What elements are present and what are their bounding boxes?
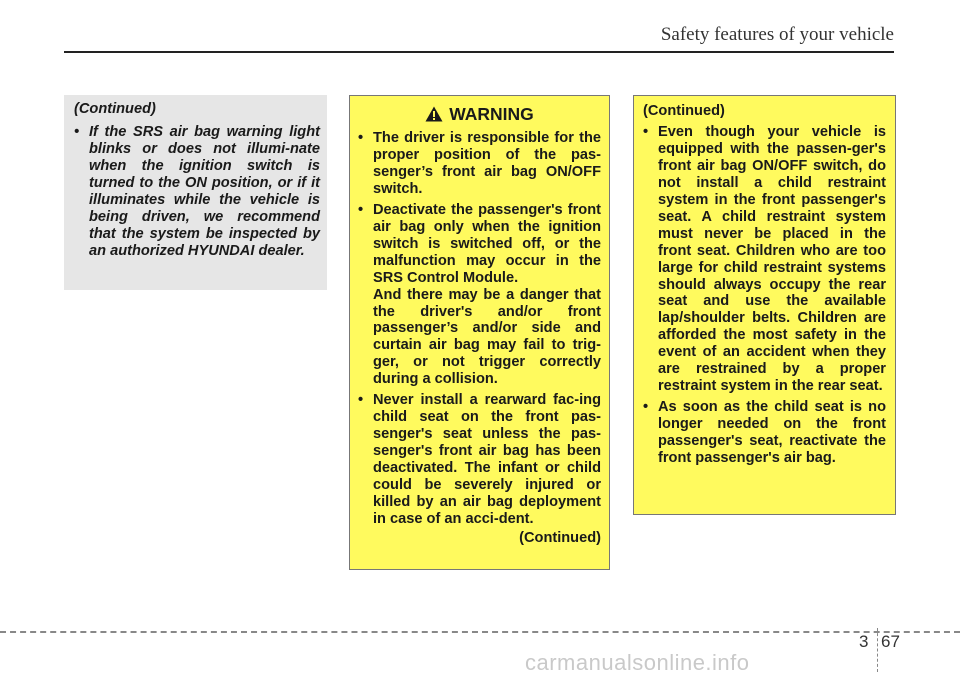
continued-list [643,124,886,467]
warning-title: WARNING [449,104,534,124]
warning-box [349,95,610,570]
warning-item: • Deactivate the passenger's front air bag only when the ignition switch is switched off, or the malfunction may occur in the SRS Control Module. [358,202,601,287]
note-item: • If the SRS air bag warning light blinks or does not illumi-nate when the ignition switch is turned to the ON position, or if it illuminates while the vehicle is being driven, we recommend that the system be inspected by an authorized HYUNDAI dealer. [74,124,320,260]
header-rule [64,51,894,53]
continued-item: • As soon as the child seat is no longer needed on the front passenger's seat, reactivate the front passenger's air bag. [643,399,886,467]
warning-triangle-icon [425,106,443,122]
continued-item: • Even though your vehicle is equipped with the passen-ger's front air bag ON/OFF switch, do not install a child restraint system in the front passenger's seat. A child restraint system must never be placed in the front seat. Children who are too large for child restraint systems should always occupy the rear seat and use the available lap/shoulder belts. Children are afforded the most safety in the event of an accident when they are restrained by a proper restraint system in the rear seat. [643,124,886,395]
warning-continued-label: (Continued) [519,529,601,546]
page-number: 67 [881,632,900,651]
page-header-title: Safety features of your vehicle [660,24,894,45]
warning-heading [358,104,601,124]
warning-continued-box [633,95,896,515]
page-number-separator [877,628,879,672]
note-continued-label: (Continued) [74,101,156,117]
note-box [64,95,327,290]
warning-list [358,130,601,287]
warning-list-2 [358,392,601,528]
continued-label: (Continued) [643,103,725,119]
chapter-number: 3 [859,632,869,651]
warning-item: • The driver is responsible for the proper position of the pas-senger’s front air bag ON/OFF switch. [358,130,601,198]
note-list [74,124,320,260]
watermark: carmanualsonline.info [525,650,750,675]
warning-item-continuation: And there may be a danger that the driver's and/or front passenger’s and/or side and curtain air bag may fail to trig-ger, or not trigger correctly during a collision. [373,286,601,388]
footer-rule [0,631,960,633]
warning-item: • Never install a rearward fac-ing child seat on the front pas-senger's seat unless the pas-senger's front air bag has been deactivated. The infant or child could be severely injured or killed by an air bag deployment in case of an acci-dent. [358,392,601,528]
